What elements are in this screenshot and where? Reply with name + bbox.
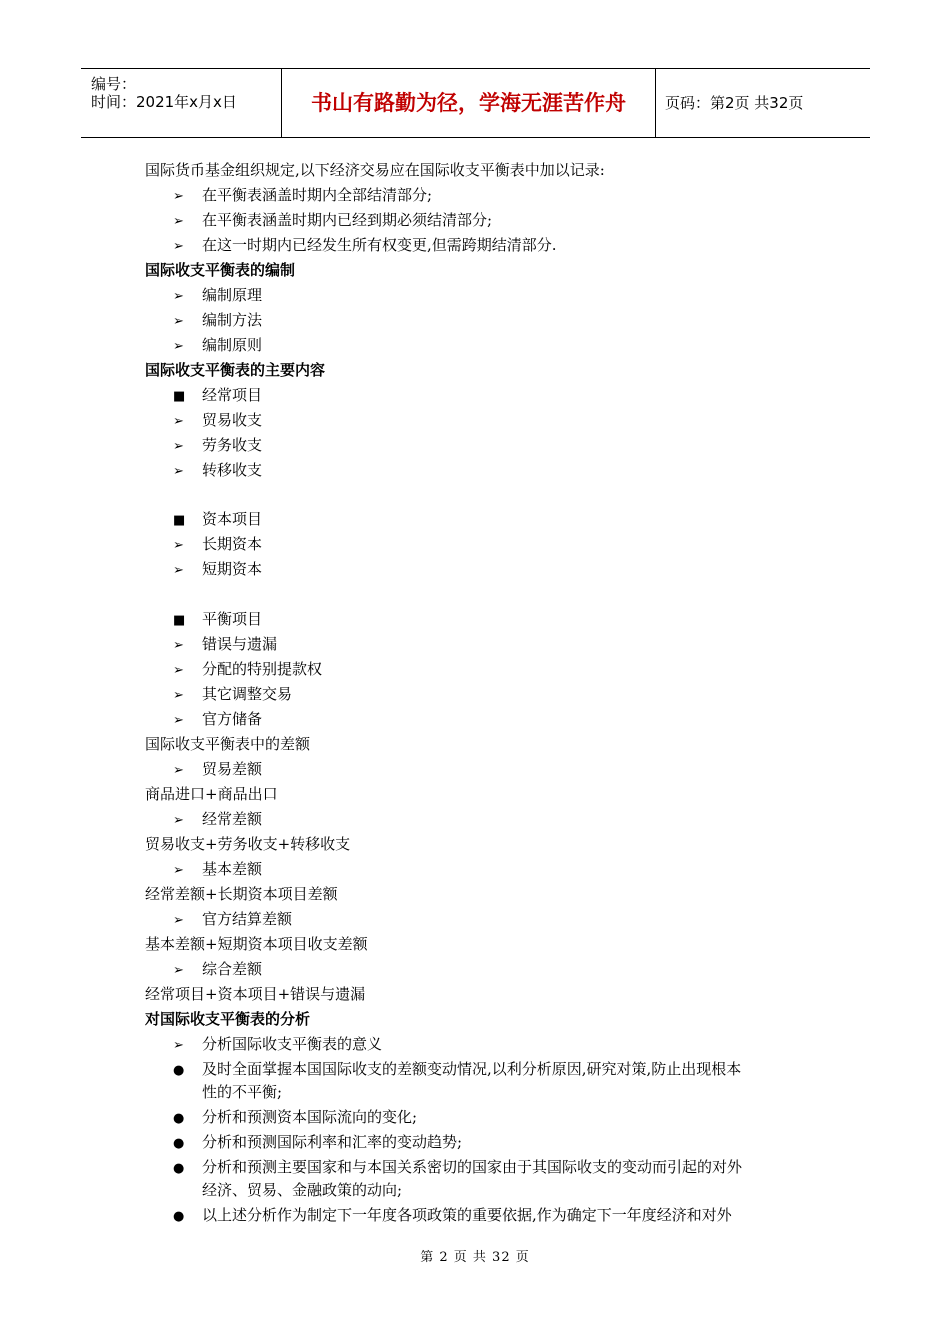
bullet-text: 短期资本: [202, 560, 263, 578]
bullet-text: 编制原则: [202, 336, 263, 354]
bullet-text: 长期资本: [202, 535, 263, 553]
body-line: 基本差额+短期资本项目收支差额: [145, 935, 368, 953]
arrow-bullet-icon: ➢: [173, 763, 184, 778]
bullet-text: 以上述分析作为制定下一年度各项政策的重要依据,作为确定下一年度经济和对外: [202, 1206, 732, 1224]
section-heading: 国际收支平衡表的主要内容: [145, 361, 326, 379]
body-line: 国际收支平衡表中的差额: [145, 735, 311, 753]
section-heading: 对国际收支平衡表的分析: [145, 1010, 311, 1028]
arrow-bullet-icon: ➢: [173, 538, 184, 553]
bullet-text: 其它调整交易: [202, 685, 293, 703]
body-line: 商品进口+商品出口: [145, 785, 278, 803]
bullet-text: 平衡项目: [202, 610, 263, 628]
bullet-text: 劳务收支: [202, 436, 263, 454]
bullet-text: 编制原理: [202, 286, 263, 304]
arrow-bullet-icon: ➢: [173, 813, 184, 828]
page-footer: 第 2 页 共 32 页: [420, 1250, 530, 1265]
arrow-bullet-icon: ➢: [173, 439, 184, 454]
bullet-text: 错误与遗漏: [202, 635, 278, 653]
bullet-text: 及时全面掌握本国国际收支的差额变动情况,以利分析原因,研究对策,防止出现根本: [202, 1060, 742, 1078]
bullet-item: [173, 309, 262, 333]
bullet-item: [173, 184, 432, 208]
bullet-item: [173, 384, 262, 408]
bullet-item: [173, 758, 262, 782]
arrow-bullet-icon: ➢: [173, 713, 184, 728]
arrow-bullet-icon: ➢: [173, 563, 184, 578]
header-time-label: 时间：2021年x月x日: [91, 93, 237, 111]
arrow-bullet-icon: ➢: [173, 913, 184, 928]
bullet-text: 编制方法: [202, 311, 263, 329]
body-line: 贸易收支+劳务收支+转移收支: [145, 835, 351, 853]
arrow-bullet-icon: ➢: [173, 863, 184, 878]
arrow-bullet-icon: ➢: [173, 339, 184, 354]
bullet-text: 综合差额: [202, 960, 263, 978]
bullet-text: 分析国际收支平衡表的意义: [202, 1035, 383, 1053]
body-line: 国际货币基金组织规定,以下经济交易应在国际收支平衡表中加以记录:: [145, 161, 605, 179]
header-motto: 书山有路勤为径，学海无涯苦作舟: [281, 69, 656, 137]
bullet-item: [173, 558, 262, 582]
arrow-bullet-icon: ➢: [173, 464, 184, 479]
bullet-item: [173, 1204, 732, 1228]
bullet-item: [173, 1131, 462, 1155]
bullet-text: 官方结算差额: [202, 910, 293, 928]
square-bullet-icon: ■: [173, 613, 186, 628]
bullet-item: [173, 533, 262, 557]
arrow-bullet-icon: ➢: [173, 663, 184, 678]
bullet-item: [173, 409, 262, 433]
bullet-text: 分析和预测资本国际流向的变化;: [202, 1108, 418, 1126]
header-meta: [81, 69, 281, 137]
bullet-text: 经常差额: [202, 810, 263, 828]
bullet-text: 分析和预测国际利率和汇率的变动趋势;: [202, 1133, 463, 1151]
section-heading: 国际收支平衡表的编制: [145, 261, 296, 279]
bullet-item: [173, 658, 322, 682]
bullet-item: [173, 808, 262, 832]
bullet-item: [173, 234, 557, 258]
bullet-item: [173, 1033, 382, 1057]
bullet-text: 贸易差额: [202, 760, 263, 778]
bullet-continuation: 性的不平衡;: [202, 1083, 283, 1101]
bullet-text: 在平衡表涵盖时期内全部结清部分;: [202, 186, 433, 204]
arrow-bullet-icon: ➢: [173, 688, 184, 703]
bullet-text: 贸易收支: [202, 411, 263, 429]
arrow-bullet-icon: ➢: [173, 189, 184, 204]
dot-bullet-icon: ●: [173, 1063, 185, 1078]
body-line: 经常差额+长期资本项目差额: [145, 885, 338, 903]
bullet-continuation: 经济、贸易、金融政策的动向;: [202, 1181, 403, 1199]
bullet-item: [173, 459, 262, 483]
bullet-text: 在平衡表涵盖时期内已经到期必须结清部分;: [202, 211, 493, 229]
bullet-text: 经常项目: [202, 386, 263, 404]
bullet-text: 官方储备: [202, 710, 263, 728]
bullet-text: 在这一时期内已经发生所有权变更,但需跨期结清部分.: [202, 236, 557, 254]
bullet-text: 资本项目: [202, 510, 263, 528]
header-page-label: 页码：第2页 共32页: [665, 94, 804, 112]
header-number-label: 编号：: [91, 75, 137, 93]
bullet-item: [173, 908, 292, 932]
bullet-item: [173, 508, 262, 532]
arrow-bullet-icon: ➢: [173, 1038, 184, 1053]
bullet-item: [173, 209, 492, 233]
body-line: 经常项目+资本项目+错误与遗漏: [145, 985, 366, 1003]
arrow-bullet-icon: ➢: [173, 638, 184, 653]
bullet-text: 分配的特别提款权: [202, 660, 323, 678]
bullet-text: 基本差额: [202, 860, 263, 878]
bullet-item: [173, 958, 262, 982]
bullet-item: [173, 284, 262, 308]
arrow-bullet-icon: ➢: [173, 963, 184, 978]
bullet-item: [173, 1156, 742, 1180]
bullet-item: [173, 334, 262, 358]
bullet-text: 转移收支: [202, 461, 263, 479]
bullet-text: 分析和预测主要国家和与本国关系密切的国家由于其国际收支的变动而引起的对外: [202, 1158, 743, 1176]
arrow-bullet-icon: ➢: [173, 214, 184, 229]
dot-bullet-icon: ●: [173, 1111, 185, 1126]
bullet-item: [173, 1058, 741, 1082]
arrow-bullet-icon: ➢: [173, 289, 184, 304]
square-bullet-icon: ■: [173, 513, 186, 528]
arrow-bullet-icon: ➢: [173, 239, 184, 254]
bullet-item: [173, 858, 262, 882]
document-header: [81, 68, 870, 138]
bullet-item: [173, 608, 262, 632]
dot-bullet-icon: ●: [173, 1209, 185, 1224]
dot-bullet-icon: ●: [173, 1136, 185, 1151]
bullet-item: [173, 683, 292, 707]
bullet-item: [173, 708, 262, 732]
bullet-item: [173, 633, 277, 657]
bullet-item: [173, 1106, 417, 1130]
arrow-bullet-icon: ➢: [173, 314, 184, 329]
square-bullet-icon: ■: [173, 389, 186, 404]
dot-bullet-icon: ●: [173, 1161, 185, 1176]
arrow-bullet-icon: ➢: [173, 414, 184, 429]
bullet-item: [173, 434, 262, 458]
